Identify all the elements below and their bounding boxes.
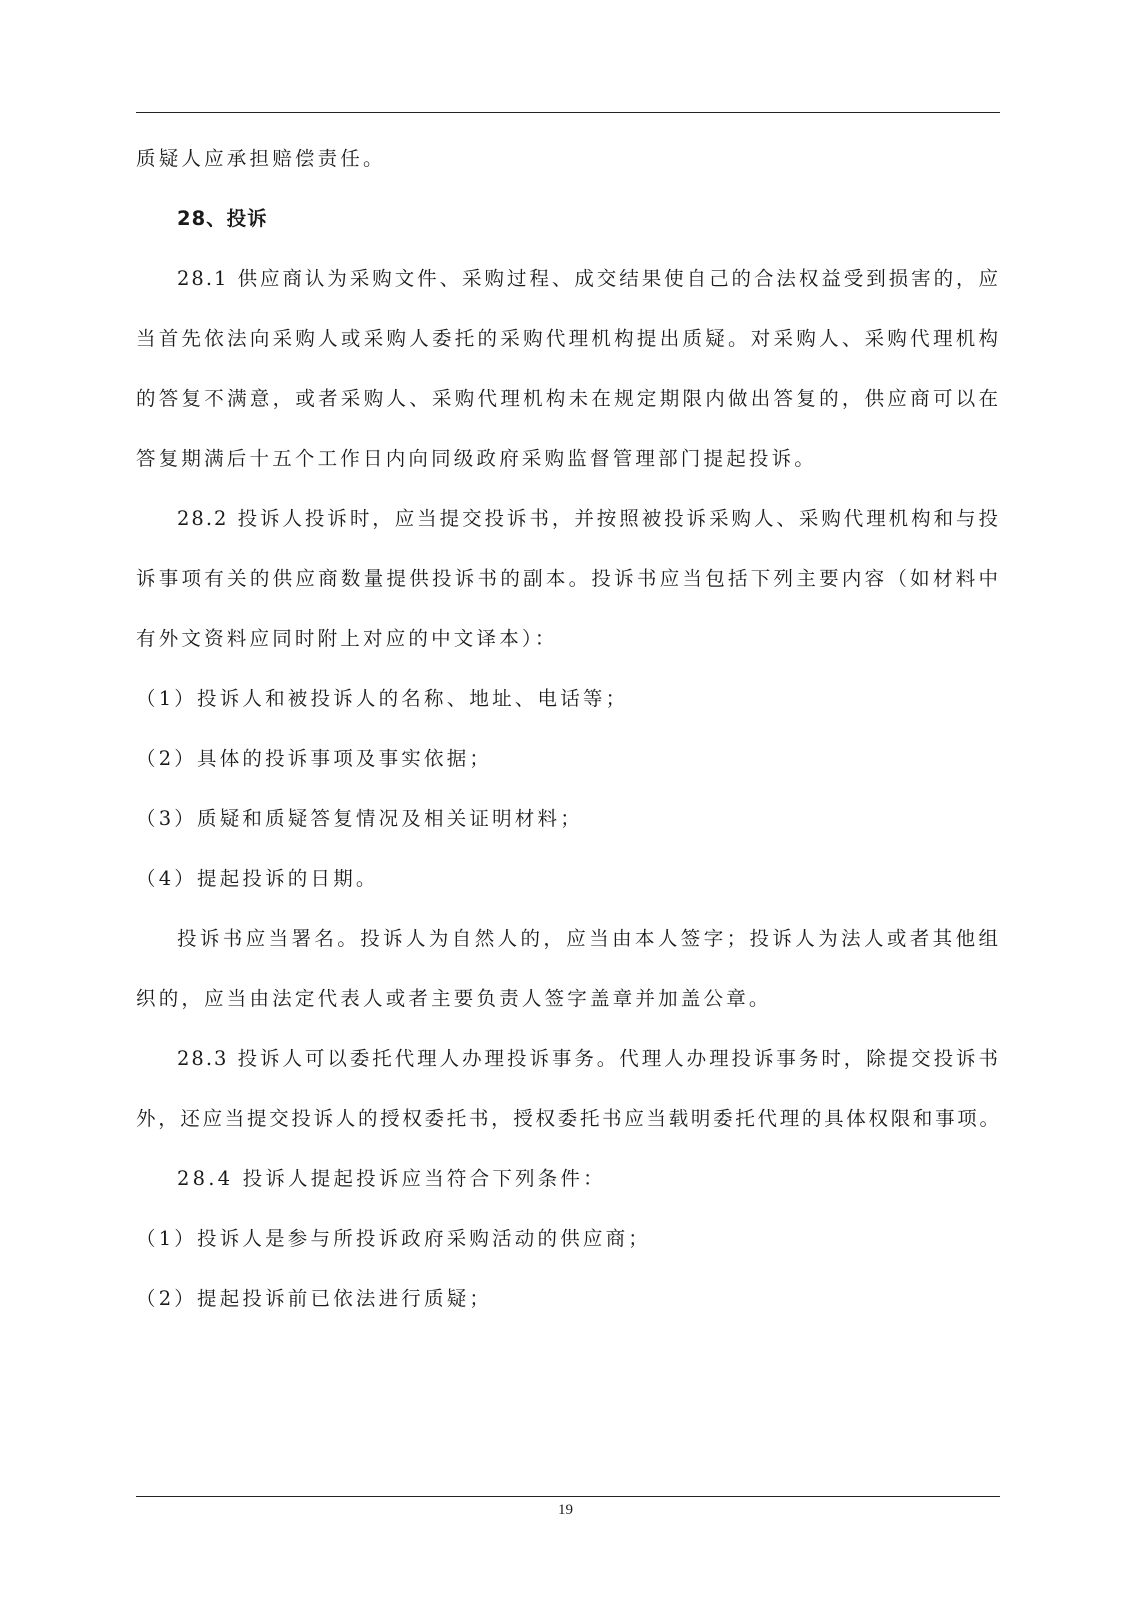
paragraph-line: 有外文资料应同时附上对应的中文译本）： [136,627,558,650]
list-item: （2）提起投诉前已依法进行质疑； [136,1287,493,1310]
paragraph-line: 的答复不满意，或者采购人、采购代理机构未在规定期限内做出答复的，供应商可以在 [136,387,1000,410]
complaint-contents-list [136,684,1000,894]
list-item: （2）具体的投诉事项及事实依据； [136,747,493,770]
paragraph-line: 投诉书应当署名。投诉人为自然人的，应当由本人签字；投诉人为法人或者其他组 [177,927,1000,950]
paragraph-line: 织的，应当由法定代表人或者主要负责人签字盖章并加盖公章。 [136,987,772,1010]
paragraph-line: 28.1 供应商认为采购文件、采购过程、成交结果使自己的合法权益受到损害的，应 [177,267,1000,290]
signature-note [136,924,1000,1014]
paragraph-line: 诉事项有关的供应商数量提供投诉书的副本。投诉书应当包括下列主要内容（如材料中 [136,567,1000,590]
paragraph-line: 28.3 投诉人可以委托代理人办理投诉事务。代理人办理投诉事务时，除提交投诉书 [177,1047,1000,1070]
list-item: （4）提起投诉的日期。 [136,867,379,890]
conditions-list [136,1224,1000,1314]
page-number: 19 [558,1502,573,1518]
continuation-line: 质疑人应承担赔偿责任。 [136,147,386,170]
footer-rule [136,1496,1000,1497]
paragraph-28-4: 28.4 投诉人提起投诉应当符合下列条件： [177,1167,606,1190]
paragraph-28-1 [136,264,1000,474]
list-item: （1）投诉人是参与所投诉政府采购活动的供应商； [136,1227,652,1250]
paragraph-line: 28.2 投诉人投诉时，应当提交投诉书，并按照被投诉采购人、采购代理机构和与投 [177,507,1000,530]
paragraph-28-3 [136,1044,1000,1134]
paragraph-28-2 [136,504,1000,654]
section-heading: 28、投诉 [177,207,268,230]
list-item: （3）质疑和质疑答复情况及相关证明材料； [136,807,583,830]
header-rule [136,112,1000,113]
body-text [136,144,1000,1314]
paragraph-line: 答复期满后十五个工作日内向同级政府采购监督管理部门提起投诉。 [136,447,818,470]
paragraph-line: 当首先依法向采购人或采购人委托的采购代理机构提出质疑。对采购人、采购代理机构 [136,327,1000,350]
list-item: （1）投诉人和被投诉人的名称、地址、电话等； [136,687,629,710]
paragraph-line: 外，还应当提交投诉人的授权委托书，授权委托书应当载明委托代理的具体权限和事项。 [136,1107,1000,1130]
